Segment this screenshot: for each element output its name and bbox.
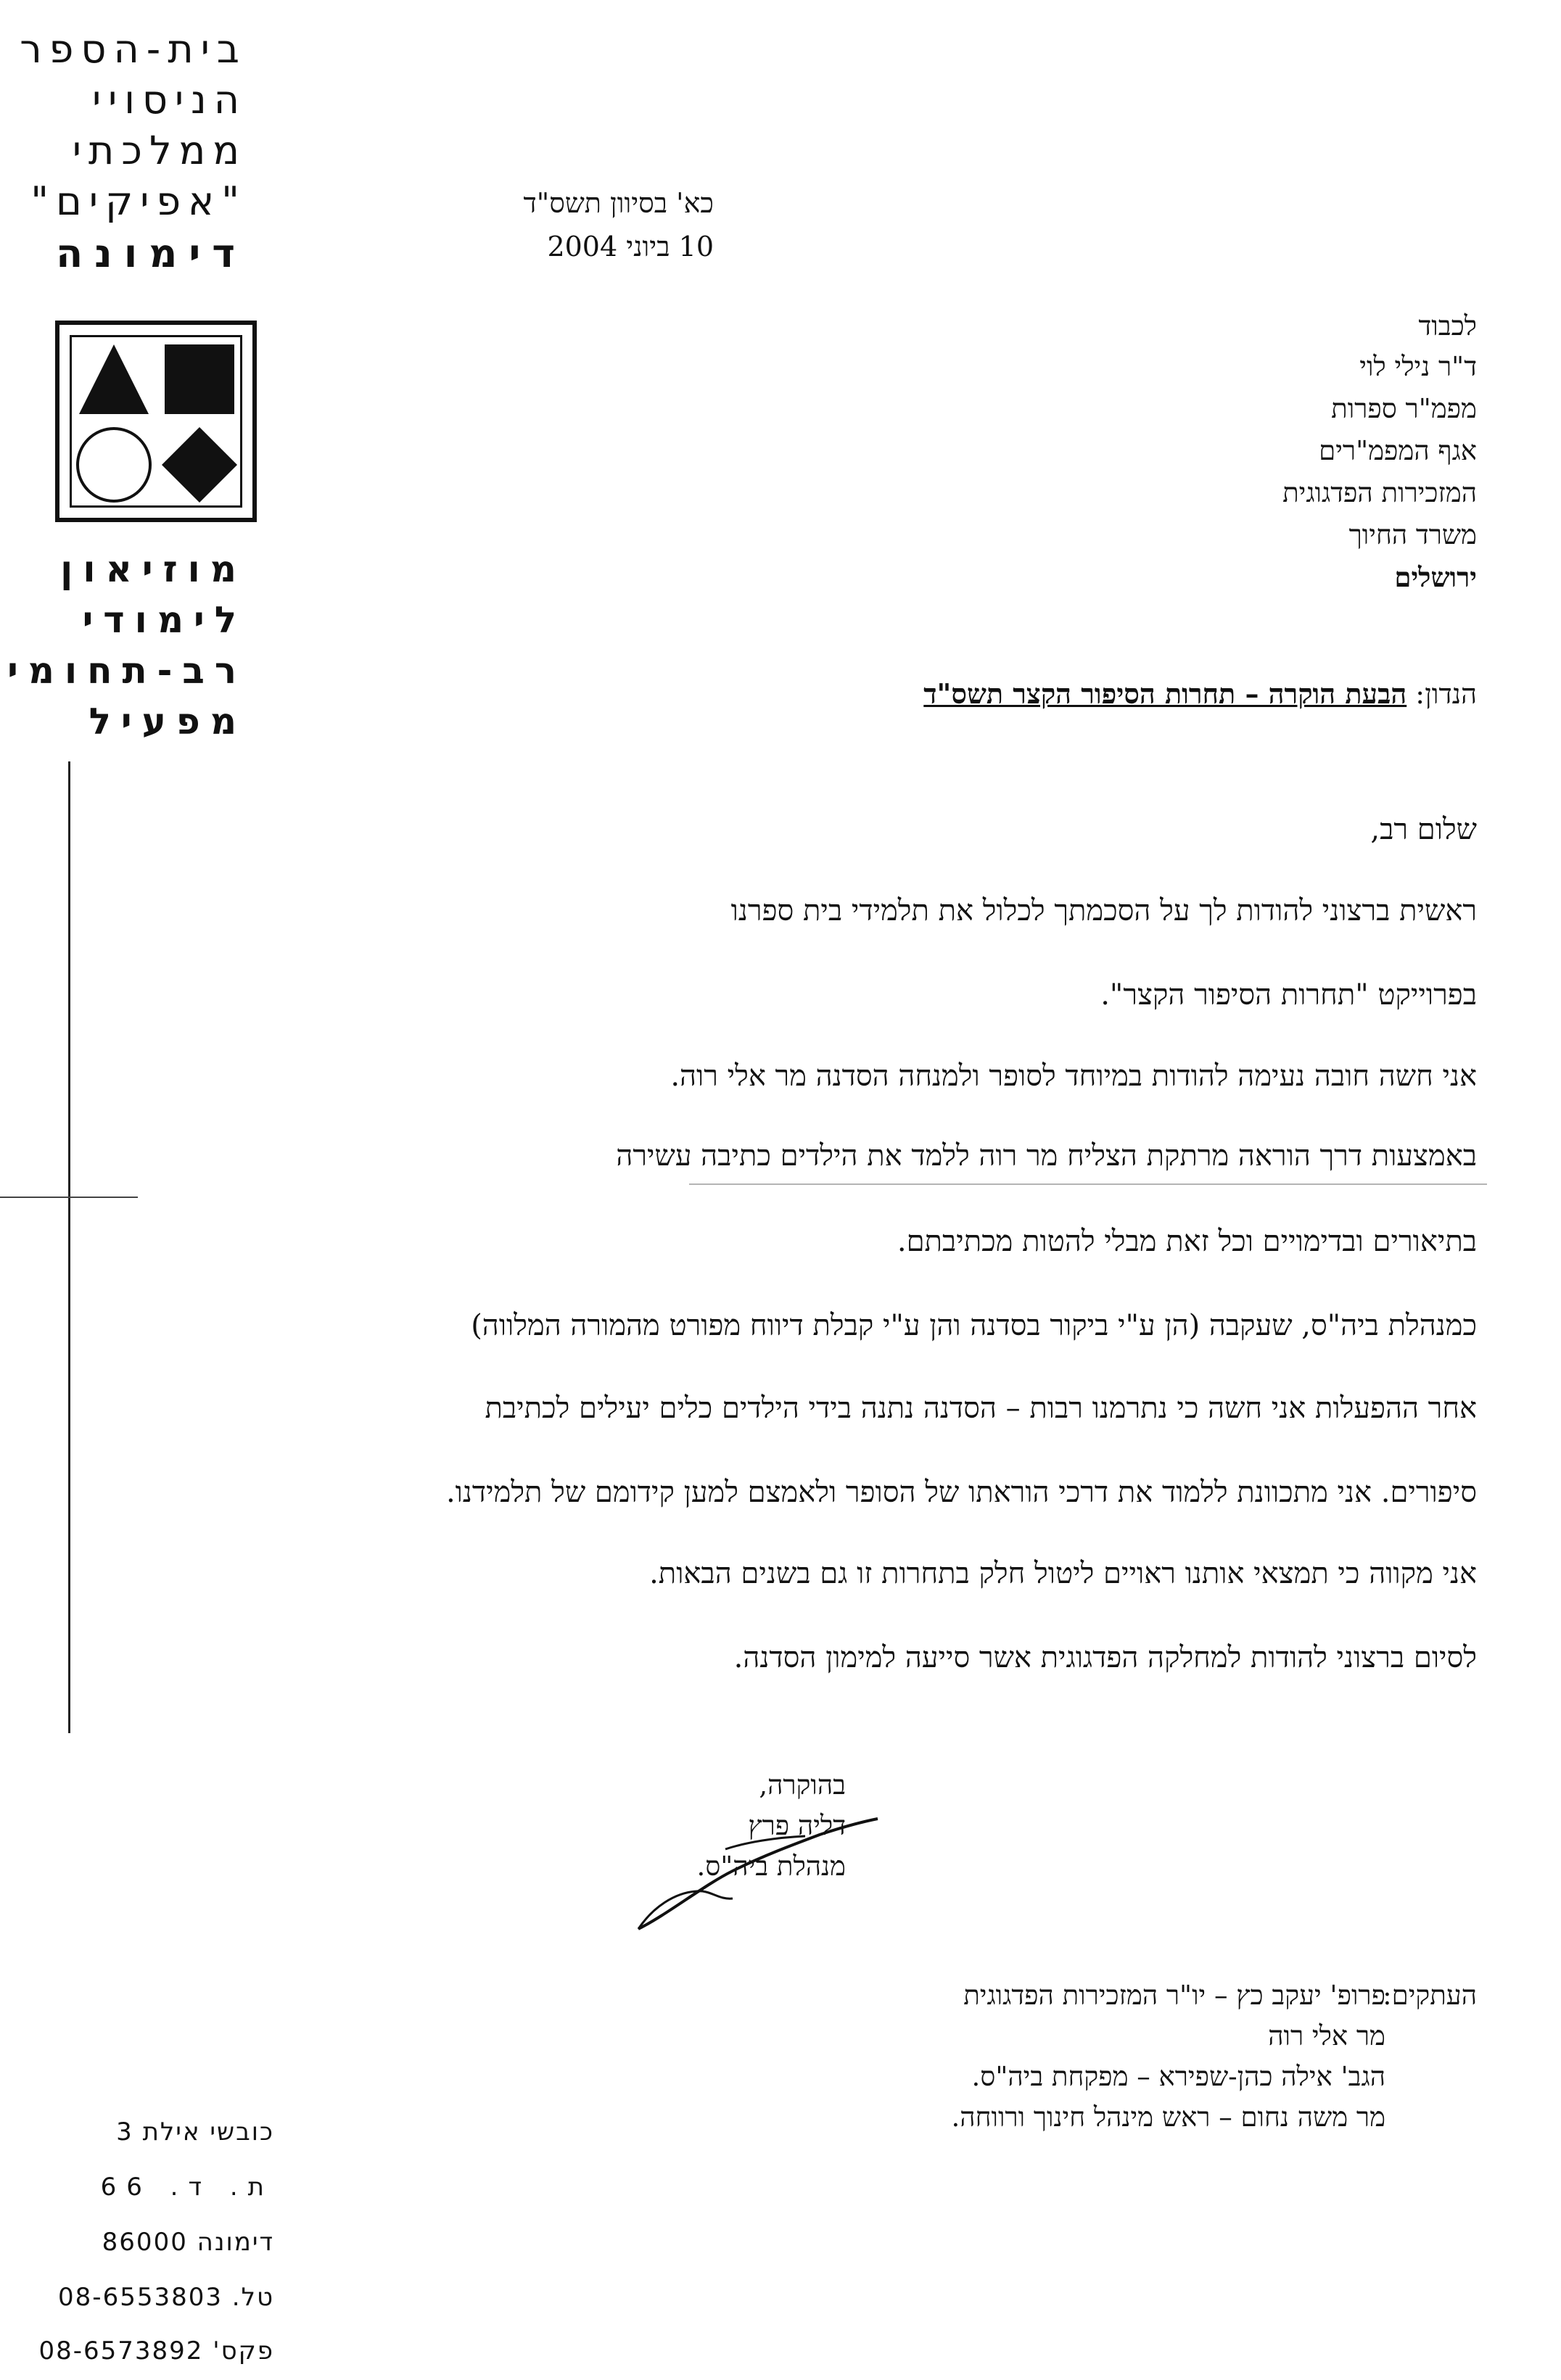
cc-line-2: מר אלי רוה	[1268, 2020, 1385, 2051]
recipient-line-7: ירושלים	[1394, 561, 1477, 593]
date-gregorian: 10 ביוני 2004	[547, 231, 714, 263]
recipient-line-2: ד"ר נילי לוי	[1359, 351, 1477, 382]
signature-closing: בהוקרה,	[759, 1769, 846, 1801]
school-logo	[55, 321, 257, 522]
body-line-6: כמנהלת ביה"ס, שעקבה (הן ע"י ביקור בסדנה והן ע"י קבלת דיווח מפורט מהמורה המלווה)	[471, 1309, 1477, 1342]
margin-rule	[68, 761, 70, 1733]
body-line-3: אני חשה חובה נעימה להודות במיוחד לסופר ולמנחה הסדנה מר אלי רוה.	[670, 1059, 1477, 1093]
logo-inner-frame	[70, 335, 242, 508]
square-icon	[165, 344, 234, 414]
signature-name: דליה פרץ	[748, 1810, 846, 1841]
body-line-9: אני מקווה כי תמצאי אותנו ראויים ליטול חלק בתחרות זו גם בשנים הבאות.	[649, 1557, 1477, 1590]
museum-line-3: רב-תחומי	[7, 650, 247, 692]
address-street: כובשי אילת 3	[116, 2117, 274, 2146]
body-line-8: סיפורים. אני מתכוונת ללמוד את דרכי הוראתו של הסופר ולאמצם למען קידומם של תלמידנו.	[445, 1476, 1477, 1509]
greeting: שלום רב,	[1370, 813, 1477, 846]
school-name-line-3: ממלכתי	[72, 128, 247, 173]
body-line-2: בפרוייקט "תחרות הסיפור הקצר".	[1100, 978, 1477, 1012]
recipient-line-1: לכבוד	[1418, 310, 1477, 342]
cc-line-4: מר משה נחום – ראש מינהל חינוך ורווחה.	[951, 2102, 1385, 2133]
subject-text: הבעת הוקרה – תחרות הסיפור הקצר תשס"ד	[923, 677, 1407, 710]
body-line-4: באמצעות דרך הוראה מרתקת הצליח מר רוה ללמד את הילדים כתיבה עשירה	[616, 1139, 1477, 1173]
triangle-icon	[79, 344, 149, 414]
address-fax: פקס' 08-6573892	[38, 2336, 274, 2365]
recipient-line-5: המזכירות הפדגוגית	[1282, 477, 1477, 508]
address-city: דימונה 86000	[102, 2228, 274, 2257]
circle-icon	[78, 429, 150, 501]
body-line-7: אחר ההפעלות אני חשה כי נתרמנו רבות – הסדנה נתנה בידי הילדים כלים יעילים לכתיבת	[485, 1392, 1477, 1425]
logo-shapes-icon	[72, 337, 243, 508]
recipient-line-3: מפמ"ר ספרות	[1331, 393, 1477, 424]
museum-line-1: מוזיאון	[60, 548, 247, 590]
subject-line	[923, 677, 1477, 711]
body-line-10: לסיום ברצוני להודות למחלקה הפדגוגית אשר סייעה למימון הסדנה.	[733, 1641, 1477, 1674]
museum-line-2: לימודי	[82, 599, 247, 641]
handwritten-signature-icon	[624, 1806, 885, 1943]
subject-label: הנדון:	[1415, 678, 1477, 710]
address-phone: טל. 08-6553803	[58, 2283, 274, 2312]
cc-line-1: פרופ' יעקב כץ – יו"ר המזכירות הפדגוגית	[963, 1980, 1385, 2011]
address-pobox: ת. ד. 66	[100, 2173, 274, 2202]
museum-line-4: מפעיל	[88, 701, 247, 743]
date-hebrew: כא' בסיוון תשס"ד	[523, 187, 714, 219]
recipient-line-4: אגף המפמ"רים	[1319, 435, 1477, 466]
scan-artifact-line-2	[689, 1183, 1487, 1185]
body-line-1: ראשית ברצוני להודות לך על הסכמתך לכלול את תלמידי בית ספרנו	[730, 894, 1477, 927]
diamond-icon	[162, 427, 237, 503]
school-name-line-4: "אפיקים"	[30, 178, 247, 224]
school-name-line-5: דימונה	[56, 231, 247, 276]
signature-title: מנהלת ביה"ס.	[696, 1851, 846, 1882]
scan-artifact-line	[0, 1197, 138, 1198]
school-name-line-1: בית-הספר	[20, 26, 247, 72]
cc-line-3: הגב' אילה כהן-שפירא – מפקחת ביה"ס.	[971, 2061, 1385, 2092]
school-name-line-2: הניסויי	[92, 77, 247, 123]
cc-label: העתקים:	[1383, 1980, 1477, 2011]
recipient-line-6: משרד החיוך	[1348, 519, 1477, 550]
body-line-5: בתיאורים ובדימויים וכל זאת מבלי להטות מכתיבתם.	[897, 1225, 1477, 1258]
